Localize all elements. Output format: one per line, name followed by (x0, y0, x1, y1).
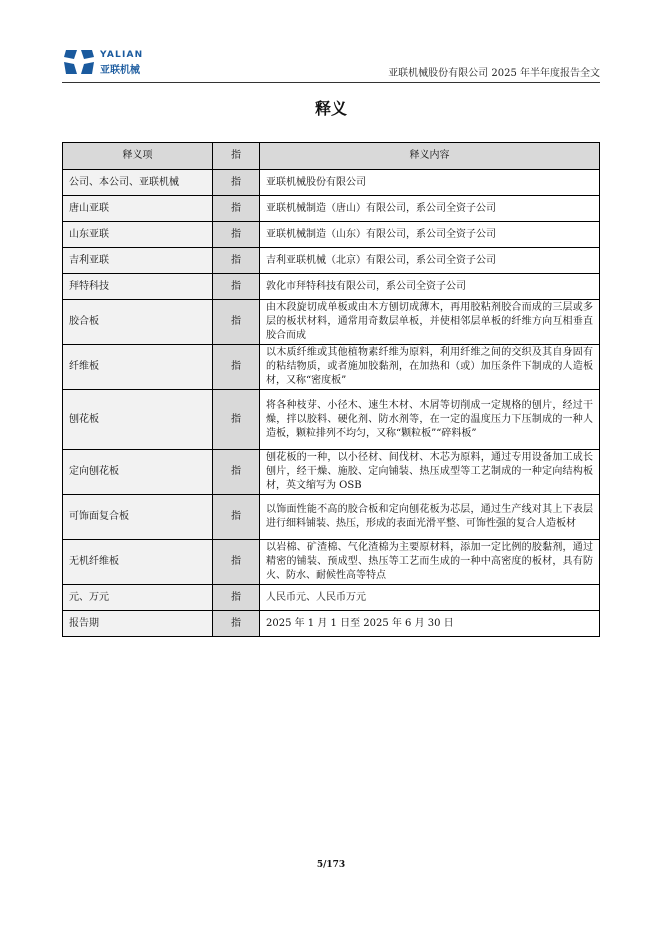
term-cell: 吉利亚联 (63, 248, 213, 274)
table-row (63, 170, 600, 196)
table-row (63, 300, 600, 345)
table-row (63, 222, 600, 248)
term-cell: 无机纤维板 (63, 540, 213, 585)
definition-cell: 亚联机械制造（唐山）有限公司，系公司全资子公司 (260, 196, 600, 222)
mid-cell: 指 (213, 274, 260, 300)
definition-cell: 由木段旋切成单板或由木方刨切成薄木，再用胶粘剂胶合而成的三层或多层的板状材料，通常用奇数层单板，并使相邻层单板的纤维方向互相垂直胶合而成 (260, 300, 600, 345)
mid-cell: 指 (213, 390, 260, 450)
definition-cell: 以岩棉、矿渣棉、气化渣棉为主要原材料，添加一定比例的胶黏剂，通过精密的铺装、预成型、热压等工艺而生成的一种中高密度的板材，具有防火、防水、耐候性高等特点 (260, 540, 600, 585)
mid-cell: 指 (213, 170, 260, 196)
report-title: 亚联机械股份有限公司 2025 年半年度报告全文 (388, 68, 600, 79)
page-header (62, 44, 600, 83)
definition-cell: 吉利亚联机械（北京）有限公司，系公司全资子公司 (260, 248, 600, 274)
page-title: 释义 (314, 99, 347, 118)
logo-english-text: YALIAN (100, 50, 144, 60)
term-cell: 公司、本公司、亚联机械 (63, 170, 213, 196)
definition-cell: 以木质纤维或其他植物素纤维为原料，利用纤维之间的交织及其自身固有的粘结物质，或者施加胶黏剂，在加热和（或）加压条件下制成的人造板材，又称“密度板” (260, 345, 600, 390)
mid-cell: 指 (213, 196, 260, 222)
mid-cell: 指 (213, 248, 260, 274)
table-row (63, 196, 600, 222)
term-cell: 报告期 (63, 611, 213, 637)
definition-cell: 人民币元、人民币万元 (260, 585, 600, 611)
mid-cell: 指 (213, 585, 260, 611)
table-row (63, 390, 600, 450)
term-cell: 纤维板 (63, 345, 213, 390)
mid-cell: 指 (213, 300, 260, 345)
definition-cell: 刨花板的一种，以小径材、间伐材、木芯为原料，通过专用设备加工成长刨片，经干燥、施胶、定向铺装、热压成型等工艺制成的一种定向结构板材，英文缩写为 OSB (260, 450, 600, 495)
mid-cell: 指 (213, 611, 260, 637)
definition-cell: 亚联机械股份有限公司 (260, 170, 600, 196)
term-cell: 山东亚联 (63, 222, 213, 248)
term-cell: 拜特科技 (63, 274, 213, 300)
header-definition: 释义内容 (260, 143, 600, 170)
definition-cell: 亚联机械制造（山东）有限公司，系公司全资子公司 (260, 222, 600, 248)
table-row (63, 248, 600, 274)
term-cell: 元、万元 (63, 585, 213, 611)
definitions-table (62, 142, 600, 637)
mid-cell: 指 (213, 345, 260, 390)
table-row (63, 611, 600, 637)
header-term: 释义项 (63, 143, 213, 170)
page-number: 5/173 (316, 860, 346, 870)
table-header-row (63, 143, 600, 170)
company-logo (62, 44, 172, 78)
table-row (63, 345, 600, 390)
table-row (63, 540, 600, 585)
term-cell: 刨花板 (63, 390, 213, 450)
yalian-logo-icon (62, 46, 96, 78)
mid-cell: 指 (213, 222, 260, 248)
definition-cell: 以饰面性能不高的胶合板和定向刨花板为芯层，通过生产线对其上下表层进行细料铺装、热压，形成的表面光滑平整、可饰性强的复合人造板材 (260, 495, 600, 540)
table-row (63, 495, 600, 540)
mid-cell: 指 (213, 540, 260, 585)
term-cell: 可饰面复合板 (63, 495, 213, 540)
term-cell: 定向刨花板 (63, 450, 213, 495)
definition-cell: 敦化市拜特科技有限公司，系公司全资子公司 (260, 274, 600, 300)
mid-cell: 指 (213, 450, 260, 495)
table-row (63, 450, 600, 495)
term-cell: 唐山亚联 (63, 196, 213, 222)
logo-chinese-text: 亚联机械 (100, 65, 140, 76)
definition-cell: 将各种枝芽、小径木、速生木材、木屑等切削成一定规格的刨片，经过干燥，拌以胶料、硬化剂、防水剂等，在一定的温度压力下压制成的一种人造板，颗粒排列不均匀，又称“颗粒板”“碎料板” (260, 390, 600, 450)
table-row (63, 585, 600, 611)
header-mid: 指 (213, 143, 260, 170)
definition-cell: 2025 年 1 月 1 日至 2025 年 6 月 30 日 (260, 611, 600, 637)
mid-cell: 指 (213, 495, 260, 540)
term-cell: 胶合板 (63, 300, 213, 345)
table-row (63, 274, 600, 300)
